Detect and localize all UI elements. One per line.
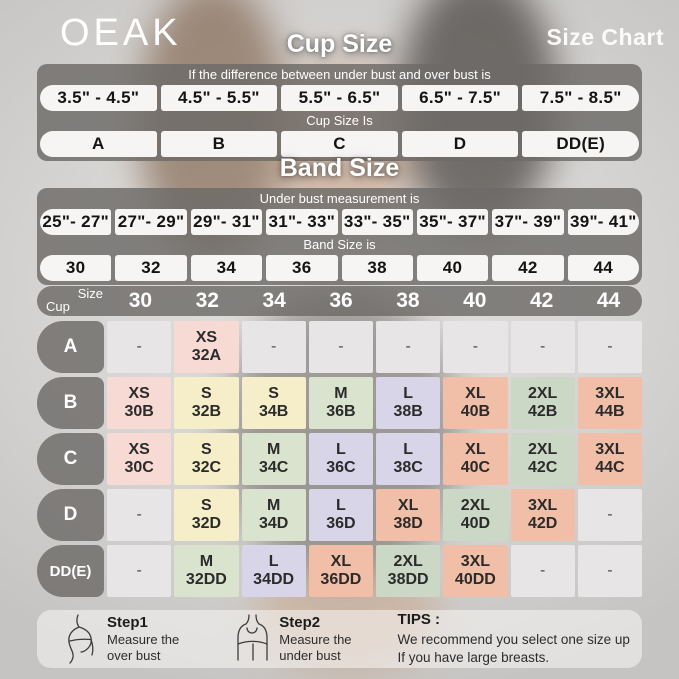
cup-range-cell: 4.5" - 5.5"	[161, 85, 278, 111]
matrix-cell: M 34D	[242, 489, 306, 541]
matrix-cell: -	[443, 321, 507, 373]
matrix-header-row	[37, 286, 642, 316]
band-size-table	[37, 188, 642, 285]
matrix-cell: -	[107, 489, 171, 541]
matrix-cell: M 32DD	[174, 545, 238, 597]
matrix-cell: 2XL 40D	[443, 489, 507, 541]
matrix-column-header: 42	[530, 289, 554, 312]
matrix-cell: XL 36DD	[309, 545, 373, 597]
matrix-column-header: 40	[463, 289, 487, 312]
step1-block	[63, 614, 179, 665]
matrix-cell: L 34DD	[242, 545, 306, 597]
matrix-cell: M 34C	[242, 433, 306, 485]
band-result-cell: 30	[40, 255, 111, 281]
band-result-cell: 40	[417, 255, 488, 281]
matrix-cell: XL 38D	[376, 489, 440, 541]
matrix-row-label: B	[37, 377, 104, 429]
cup-result-cell: A	[40, 131, 157, 157]
cup-size-caption: If the difference between under bust and over bust is	[188, 67, 491, 82]
matrix-row	[37, 377, 642, 429]
measure-overbust-icon	[63, 614, 97, 664]
matrix-column-header: 38	[396, 289, 420, 312]
matrix-column-header: 34	[262, 289, 286, 312]
instructions-panel	[37, 610, 642, 668]
matrix-cell: S 32C	[174, 433, 238, 485]
step2-text	[279, 614, 351, 665]
matrix-cell: XL 40B	[443, 377, 507, 429]
matrix-cell: 3XL 42D	[511, 489, 575, 541]
band-range-row	[40, 209, 639, 235]
matrix-cell: S 32D	[174, 489, 238, 541]
matrix-column-header: 30	[128, 289, 153, 312]
page-title: Size Chart	[546, 24, 664, 50]
band-size-caption: Under bust measurement is	[259, 191, 420, 206]
matrix-cell: -	[107, 321, 171, 373]
band-range-cell: 37"- 39"	[492, 209, 563, 235]
matrix-cell: -	[578, 321, 642, 373]
cup-range-cell: 3.5" - 4.5"	[40, 85, 157, 111]
matrix-row	[37, 545, 642, 597]
matrix-column-header: 32	[195, 289, 219, 312]
matrix-cell: -	[242, 321, 306, 373]
matrix-row	[37, 433, 642, 485]
cup-result-caption: Cup Size Is	[306, 113, 373, 128]
matrix-cell: L 38B	[376, 377, 440, 429]
matrix-row-label: D	[37, 489, 104, 541]
band-result-cell: 36	[266, 255, 337, 281]
matrix-body	[37, 321, 642, 597]
matrix-cell: L 36C	[309, 433, 373, 485]
matrix-row	[37, 489, 642, 541]
band-result-cell: 44	[568, 255, 639, 281]
cup-result-cell: DD(E)	[522, 131, 639, 157]
tips-line1: We recommend you select one size up	[397, 631, 630, 647]
matrix-cell: L 38C	[376, 433, 440, 485]
step1-line2: over bust	[107, 648, 161, 663]
matrix-cell: 3XL 44B	[578, 377, 642, 429]
band-result-row	[40, 255, 639, 281]
matrix-row	[37, 321, 642, 373]
band-result-cell: 42	[492, 255, 563, 281]
band-range-cell: 35"- 37"	[417, 209, 488, 235]
matrix-cell: -	[107, 545, 171, 597]
band-size-heading: Band Size	[279, 154, 400, 182]
matrix-cell: XS 30C	[107, 433, 171, 485]
cup-result-cell: B	[161, 131, 278, 157]
matrix-corner-cup-label: Cup	[46, 299, 70, 314]
matrix-cell: -	[578, 489, 642, 541]
step2-line1: Measure the	[279, 631, 352, 647]
matrix-corner-size-label: Size	[77, 286, 103, 301]
matrix-cell: 3XL 40DD	[443, 545, 507, 597]
matrix-corner-cell	[37, 286, 107, 316]
band-result-cell: 34	[191, 255, 262, 281]
step1-line1: Measure the	[107, 631, 180, 647]
cup-range-row	[40, 85, 639, 111]
matrix-row-label: DD(E)	[37, 545, 104, 597]
matrix-cell: 3XL 44C	[578, 433, 642, 485]
matrix-cell: -	[511, 321, 575, 373]
tips-line2: If you have large breasts.	[397, 650, 550, 665]
band-range-cell: 29"- 31"	[191, 209, 262, 235]
matrix-cell: 2XL 42B	[511, 377, 575, 429]
matrix-cell: 2XL 42C	[511, 433, 575, 485]
cup-size-table	[37, 64, 642, 161]
tips-block	[398, 611, 630, 667]
matrix-cell: S 34B	[242, 377, 306, 429]
cup-range-cell: 6.5" - 7.5"	[402, 85, 519, 111]
matrix-cell: XS 30B	[107, 377, 171, 429]
step2-title: Step2	[279, 613, 321, 631]
matrix-column-header: 36	[329, 289, 353, 312]
cup-size-heading: Cup Size	[286, 30, 393, 58]
matrix-cell: XL 40C	[443, 433, 507, 485]
matrix-cell: -	[578, 545, 642, 597]
cup-range-cell: 5.5" - 6.5"	[281, 85, 398, 111]
band-range-cell: 27"- 29"	[115, 209, 186, 235]
brand-logo: OEAK	[60, 12, 182, 54]
band-range-cell: 39"- 41"	[568, 209, 639, 235]
matrix-cell: M 36B	[309, 377, 373, 429]
band-result-cell: 38	[342, 255, 413, 281]
band-range-cell: 25"- 27"	[40, 209, 111, 235]
band-range-cell: 33"- 35"	[342, 209, 413, 235]
cup-result-cell: C	[281, 131, 398, 157]
band-result-caption: Band Size is	[303, 237, 376, 252]
measure-underbust-icon	[235, 614, 269, 664]
matrix-cell: L 36D	[309, 489, 373, 541]
matrix-cell: -	[309, 321, 373, 373]
matrix-cell: S 32B	[174, 377, 238, 429]
step2-line2: under bust	[279, 648, 341, 663]
matrix-cell: 2XL 38DD	[376, 545, 440, 597]
cup-range-cell: 7.5" - 8.5"	[522, 85, 639, 111]
matrix-column-header: 44	[596, 289, 621, 312]
matrix-cell: -	[376, 321, 440, 373]
tips-title: TIPS :	[397, 610, 441, 628]
matrix-cell: -	[511, 545, 575, 597]
matrix-cell: XS 32A	[174, 321, 238, 373]
step1-text	[107, 614, 179, 665]
band-range-cell: 31"- 33"	[266, 209, 337, 235]
matrix-row-label: C	[37, 433, 104, 485]
step1-title: Step1	[107, 613, 148, 631]
step2-block	[235, 614, 351, 665]
band-result-cell: 32	[115, 255, 186, 281]
cup-result-cell: D	[402, 131, 519, 157]
matrix-row-label: A	[37, 321, 104, 373]
